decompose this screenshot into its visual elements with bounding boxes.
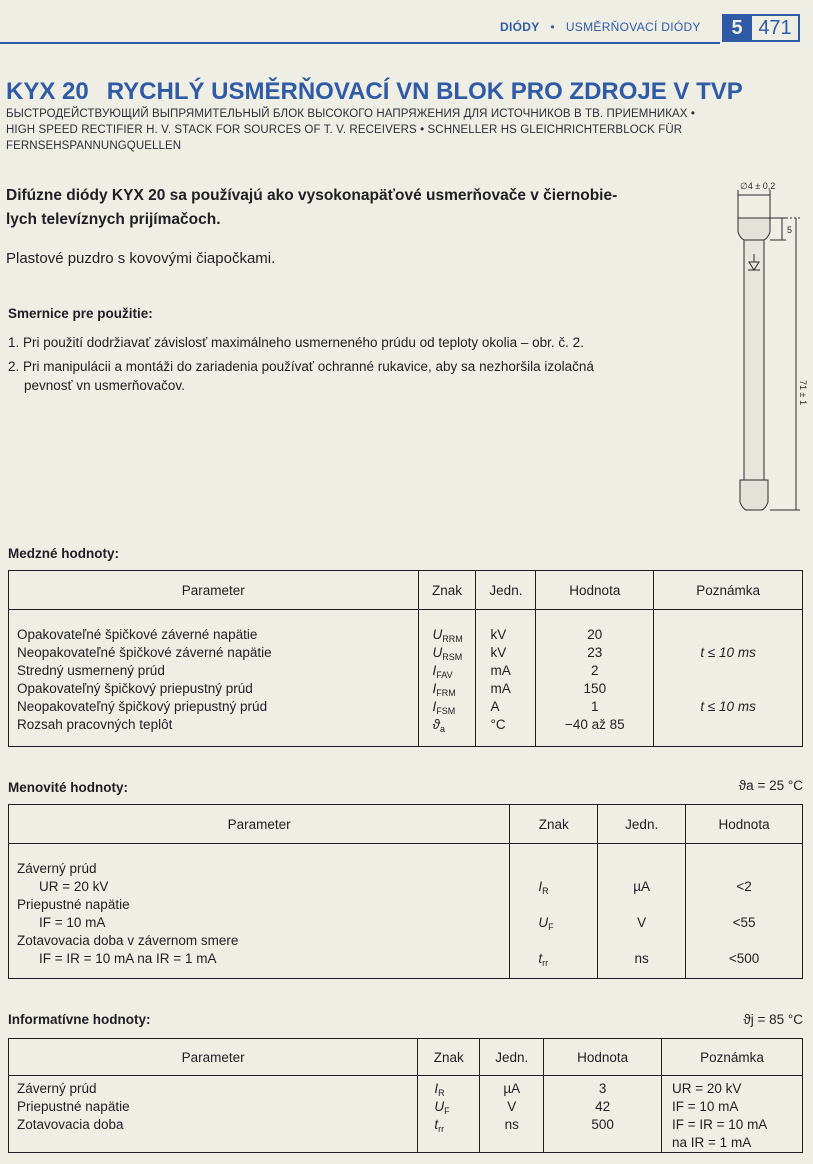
page-title bbox=[6, 78, 743, 106]
value-cell bbox=[686, 844, 803, 979]
symbol: $I_{FSM}$ bbox=[432, 699, 456, 716]
col-header: Znak bbox=[418, 1039, 480, 1076]
unit: µA bbox=[633, 879, 651, 894]
section-number: 5 bbox=[722, 14, 752, 42]
col-header: Parameter bbox=[9, 805, 510, 844]
header-category bbox=[500, 20, 701, 34]
col-header: Hodnota bbox=[536, 571, 654, 610]
usage-item-1: 1. Pri použití dodržiavať závislosť maximálneho usmerneného prúdu od teploty okolia – obr. č. 2. bbox=[8, 335, 584, 350]
value: −40 až 85 bbox=[564, 717, 625, 732]
note bbox=[654, 626, 802, 644]
value: 1 bbox=[591, 699, 599, 714]
col-header: Znak bbox=[418, 571, 476, 610]
symbol-cell bbox=[418, 610, 476, 747]
note: t ≤ 10 ms bbox=[700, 645, 756, 660]
note bbox=[654, 662, 802, 680]
value: 20 bbox=[587, 627, 603, 642]
param-name: Zotavovacia doba bbox=[17, 1117, 124, 1132]
subcategory-label: USMĚRŇOVACÍ DIÓDY bbox=[565, 20, 701, 34]
param-condition: UR = 20 kV bbox=[39, 879, 109, 894]
param-name: Záverný prúd bbox=[17, 1081, 97, 1096]
subtitle-german-cont: FERNSEHSPANNUNGQUELLEN bbox=[6, 140, 182, 152]
subtitle-russian: БЫСТРОДЕЙСТВУЮЩИЙ ВЫПРЯМИТЕЛЬНЫЙ БЛОК ВЫСОКОГО НАПРЯЖЕНИЯ ДЛЯ ИСТОЧНИКОВ В ТВ. ПРИЕМНИКАХ • bbox=[6, 108, 695, 120]
usage-item-2-cont: pevnosť vn usmerňovačov. bbox=[24, 378, 185, 393]
param-name: Neopakovateľný špičkový priepustný prúd bbox=[17, 699, 268, 714]
param-name: Rozsah pracovných teplôt bbox=[17, 717, 173, 732]
param-name: Stredný usmernený prúd bbox=[17, 663, 165, 678]
unit: µA bbox=[503, 1081, 521, 1096]
col-header: Parameter bbox=[9, 1039, 418, 1076]
note: t ≤ 10 ms bbox=[700, 699, 756, 714]
product-code: KYX 20 bbox=[6, 78, 89, 105]
note: IF = IR = 10 mA bbox=[672, 1117, 768, 1132]
category-label: DIÓDY bbox=[500, 20, 540, 34]
symbol: $ϑ_a$ bbox=[432, 717, 445, 734]
informative-heading: Informatívne hodnoty: bbox=[8, 1012, 151, 1027]
symbol: $t_{rr}$ bbox=[538, 951, 549, 968]
symbol: $I_{FAV}$ bbox=[432, 663, 453, 680]
value-cell bbox=[544, 1076, 662, 1153]
value-cell bbox=[536, 610, 654, 747]
value: 2 bbox=[591, 663, 599, 678]
symbol: $I_{FRM}$ bbox=[432, 681, 456, 698]
informative-condition: ϑj = 85 °C bbox=[743, 1012, 803, 1027]
subtitle-english-german: HIGH SPEED RECTIFIER H. V. STACK FOR SOURCES OF T. V. RECEIVERS • SCHNELLER HS GLEICHRICHTERBLOCK FÜR bbox=[6, 124, 683, 136]
col-header: Hodnota bbox=[544, 1039, 662, 1076]
note: na IR = 1 mA bbox=[672, 1135, 752, 1150]
unit: mA bbox=[490, 663, 511, 678]
package-description: Plastové puzdro s kovovými čiapočkami. bbox=[6, 250, 276, 267]
unit: ns bbox=[504, 1117, 519, 1132]
value: 23 bbox=[587, 645, 603, 660]
symbol: $U_{RRM}$ bbox=[432, 627, 463, 644]
symbol-cell bbox=[418, 1076, 480, 1153]
param-cell bbox=[9, 610, 419, 747]
unit: A bbox=[490, 699, 500, 714]
param-name: Priepustné napätie bbox=[17, 1099, 130, 1114]
symbol: $U_F$ bbox=[434, 1099, 450, 1116]
unit: kV bbox=[490, 645, 507, 660]
unit: V bbox=[637, 915, 647, 930]
unit: kV bbox=[490, 627, 507, 642]
col-header: Jedn. bbox=[480, 1039, 544, 1076]
bullet-icon: • bbox=[543, 20, 563, 34]
dim-diameter-label: ∅4 ± 0,2 bbox=[740, 181, 776, 191]
param-cell bbox=[9, 844, 510, 979]
header-rule bbox=[0, 42, 720, 44]
col-header: Hodnota bbox=[686, 805, 803, 844]
unit: mA bbox=[490, 681, 511, 696]
note-cell bbox=[654, 610, 803, 747]
param-name: Priepustné napätie bbox=[17, 897, 130, 912]
unit-cell bbox=[480, 1076, 544, 1153]
unit: °C bbox=[490, 717, 506, 732]
symbol: $I_R$ bbox=[434, 1081, 445, 1098]
col-header: Jedn. bbox=[476, 571, 536, 610]
value: 150 bbox=[583, 681, 607, 696]
value: 500 bbox=[591, 1117, 614, 1132]
dim-length-label: 71 ± 1 bbox=[798, 380, 808, 405]
unit-cell bbox=[598, 844, 686, 979]
param-name: Zotavovacia doba v závernom smere bbox=[17, 933, 239, 948]
value: <55 bbox=[732, 915, 756, 930]
param-condition: IF = IR = 10 mA na IR = 1 mA bbox=[39, 951, 217, 966]
param-name: Opakovateľné špičkové záverné napätie bbox=[17, 627, 258, 642]
unit: V bbox=[507, 1099, 517, 1114]
param-name: Neopakovateľné špičkové záverné napätie bbox=[17, 645, 272, 660]
col-header: Parameter bbox=[9, 571, 419, 610]
nominal-condition: ϑa = 25 °C bbox=[738, 778, 803, 793]
param-condition: IF = 10 mA bbox=[39, 915, 106, 930]
informative-table bbox=[8, 1038, 803, 1153]
value: <2 bbox=[736, 879, 752, 894]
value: 42 bbox=[595, 1099, 611, 1114]
unit: ns bbox=[634, 951, 649, 966]
intro-line: Difúzne diódy KYX 20 sa používajú ako vysokonapäťové usmerňovače v čiernobie- bbox=[6, 187, 618, 204]
package-drawing bbox=[700, 180, 810, 525]
param-name: Záverný prúd bbox=[17, 861, 97, 876]
nominal-heading: Menovité hodnoty: bbox=[8, 780, 128, 795]
product-name: RYCHLÝ USMĚRŇOVACÍ VN BLOK PRO ZDROJE V TVP bbox=[106, 78, 743, 105]
note bbox=[654, 680, 802, 698]
intro-line: lych televíznych prijímačoch. bbox=[6, 211, 221, 228]
symbol-cell bbox=[510, 844, 598, 979]
col-header: Jedn. bbox=[598, 805, 686, 844]
note: IF = 10 mA bbox=[672, 1099, 739, 1114]
dim-cap-label: 5 bbox=[787, 225, 793, 235]
symbol: $t_{rr}$ bbox=[434, 1117, 445, 1134]
unit-cell bbox=[476, 610, 536, 747]
param-name: Opakovateľný špičkový priepustný prúd bbox=[17, 681, 253, 696]
limits-heading: Medzné hodnoty: bbox=[8, 546, 119, 561]
usage-heading: Smernice pre použitie: bbox=[8, 306, 153, 321]
symbol: $I_R$ bbox=[538, 879, 549, 896]
symbol: $U_F$ bbox=[538, 915, 554, 932]
col-header: Poznámka bbox=[662, 1039, 803, 1076]
limits-table bbox=[8, 570, 803, 747]
page-number: 471 bbox=[750, 14, 800, 42]
value: 3 bbox=[598, 1081, 607, 1096]
value: <500 bbox=[728, 951, 760, 966]
nominal-table bbox=[8, 804, 803, 979]
param-cell bbox=[9, 1076, 418, 1153]
col-header: Znak bbox=[510, 805, 598, 844]
col-header: Poznámka bbox=[654, 571, 803, 610]
intro-paragraph bbox=[6, 184, 666, 232]
note: UR = 20 kV bbox=[672, 1081, 742, 1096]
note bbox=[654, 716, 802, 734]
usage-item-2: 2. Pri manipulácii a montáži do zariadenia používať ochranné rukavice, aby sa nezhoršila izolačná bbox=[8, 359, 594, 374]
symbol: $U_{RSM}$ bbox=[432, 645, 463, 662]
note-cell bbox=[662, 1076, 803, 1153]
